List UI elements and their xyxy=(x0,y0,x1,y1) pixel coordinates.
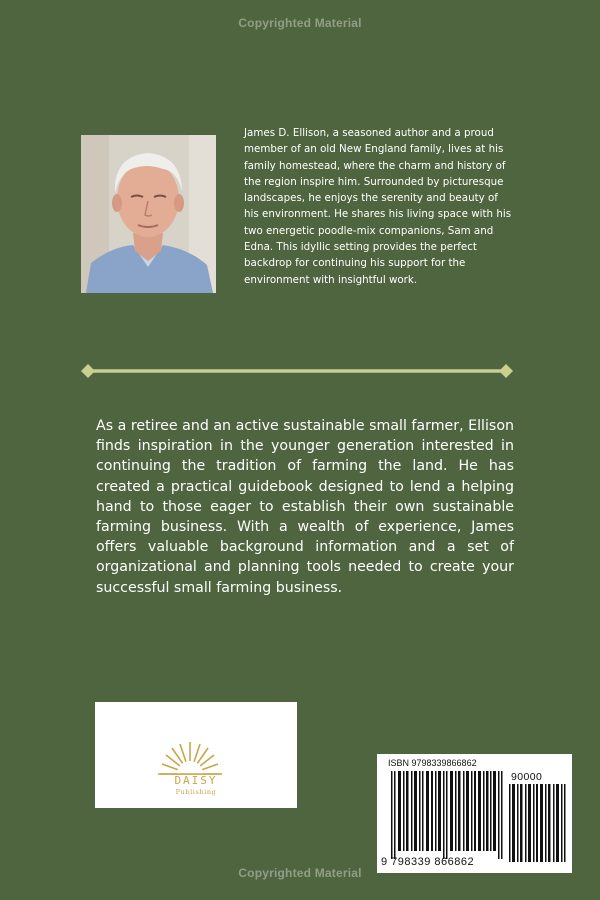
isbn-digits: 9 798339 866862 xyxy=(381,856,475,868)
watermark-top: Copyrighted Material xyxy=(238,16,362,30)
price-code: 90000 xyxy=(511,771,543,783)
publisher-subtitle: Publishing xyxy=(175,788,217,796)
author-photo xyxy=(81,135,216,293)
barcode-addon-bars xyxy=(509,784,566,862)
book-description: As a retiree and an active sustainable small farmer, Ellison finds inspiration in the younger generation interested in continuing the tradition of farming the land. He has created a practical guidebook designed to lend a helping hand to those eager to establish their own sustainable farming business. With a wealth of experience, James offers valuable background information and a set of organizational and planning tools needed to create your successful small farming business. xyxy=(96,418,514,596)
author-portrait-image xyxy=(81,135,216,293)
author-bio: James D. Ellison, a seasoned author and a proud member of an old New England family, lives at his family homestead, where the charm and history of the region inspire him. Surrounded by picturesque landscapes, he enjoys the serenity and beauty of his environment. He shares his living space with his two energetic poodle-mix companions, Sam and Edna. This idyllic setting provides the perfect backdrop for continuing his support for the environment with insightful work. xyxy=(244,127,512,286)
watermark-bottom: Copyrighted Material xyxy=(238,866,362,880)
divider-right-diamond xyxy=(499,364,513,378)
barcode-main-bars xyxy=(391,771,503,859)
publisher-name: DAISY xyxy=(174,774,218,787)
publisher-logo-box xyxy=(95,702,297,808)
isbn-barcode xyxy=(377,754,572,873)
divider-left-diamond xyxy=(81,364,95,378)
isbn-label: ISBN 9798339866862 xyxy=(388,758,477,768)
ornamental-divider xyxy=(80,362,514,380)
